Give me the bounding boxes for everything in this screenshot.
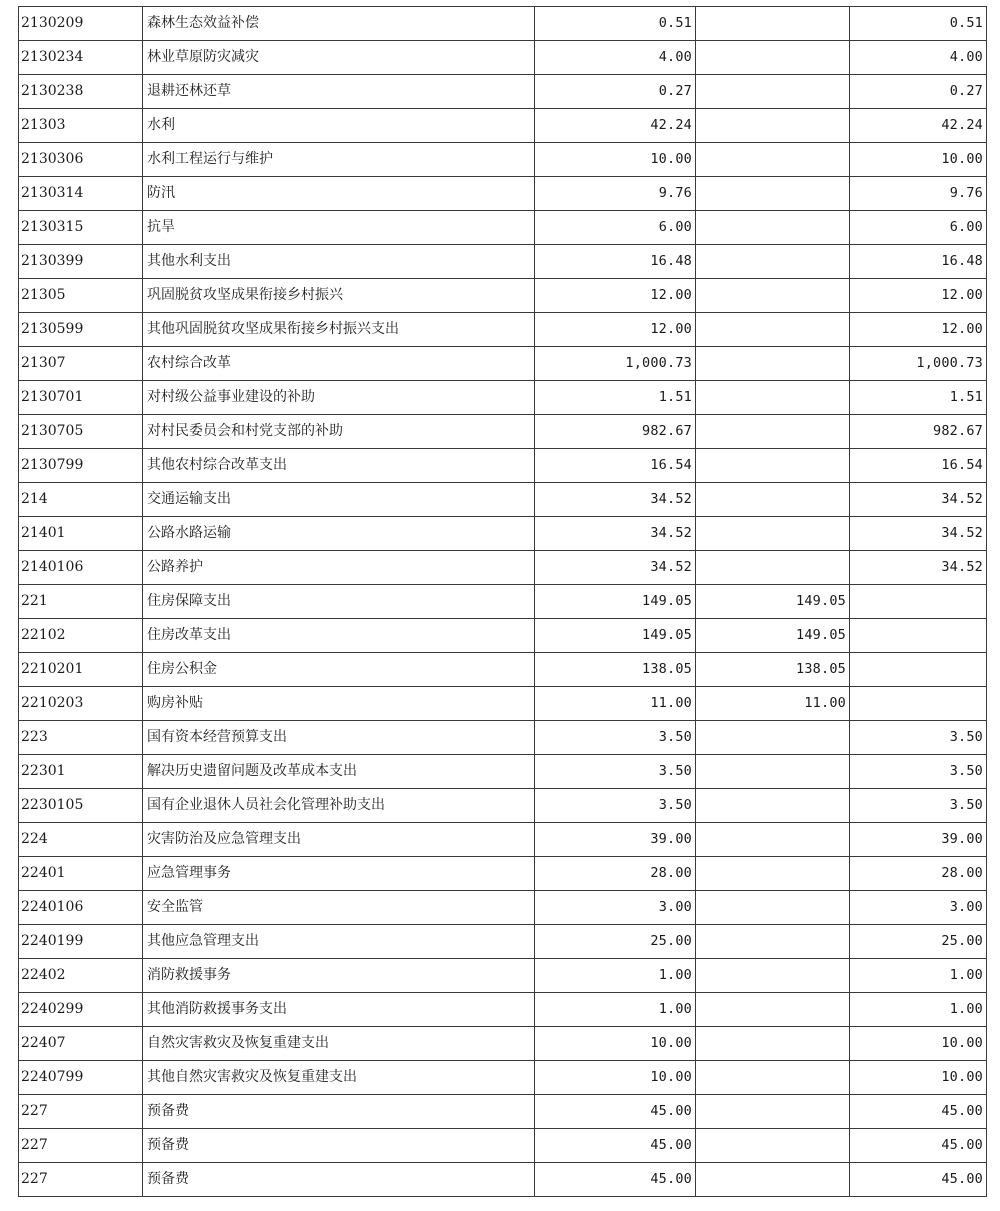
total-amount-cell: 45.00 (535, 1095, 696, 1129)
project-expenditure-cell: 6.00 (850, 211, 987, 245)
subject-name-cell: 安全监管 (143, 891, 535, 925)
table-row (19, 177, 987, 211)
table-row (19, 517, 987, 551)
subject-name-cell: 交通运输支出 (143, 483, 535, 517)
project-expenditure-cell: 3.50 (850, 721, 987, 755)
project-expenditure-cell: 1.51 (850, 381, 987, 415)
subject-code-cell: 21305 (19, 279, 143, 313)
basic-expenditure-cell: 11.00 (696, 687, 850, 721)
total-amount-cell: 16.54 (535, 449, 696, 483)
basic-expenditure-cell: 149.05 (696, 585, 850, 619)
project-expenditure-cell: 1.00 (850, 993, 987, 1027)
basic-expenditure-cell (696, 755, 850, 789)
project-expenditure-cell: 0.27 (850, 75, 987, 109)
project-expenditure-cell: 45.00 (850, 1095, 987, 1129)
subject-code-cell: 2130306 (19, 143, 143, 177)
project-expenditure-cell: 12.00 (850, 279, 987, 313)
basic-expenditure-cell (696, 381, 850, 415)
table-row (19, 687, 987, 721)
total-amount-cell: 34.52 (535, 551, 696, 585)
basic-expenditure-cell (696, 1061, 850, 1095)
project-expenditure-cell: 0.51 (850, 7, 987, 41)
table-row (19, 1163, 987, 1197)
subject-code-cell: 227 (19, 1163, 143, 1197)
table-row (19, 211, 987, 245)
project-expenditure-cell: 16.54 (850, 449, 987, 483)
subject-name-cell: 预备费 (143, 1163, 535, 1197)
subject-code-cell: 2240299 (19, 993, 143, 1027)
table-row (19, 1027, 987, 1061)
table-row (19, 347, 987, 381)
subject-code-cell: 223 (19, 721, 143, 755)
subject-code-cell: 2130701 (19, 381, 143, 415)
subject-name-cell: 对村级公益事业建设的补助 (143, 381, 535, 415)
basic-expenditure-cell (696, 41, 850, 75)
total-amount-cell: 1,000.73 (535, 347, 696, 381)
basic-expenditure-cell (696, 245, 850, 279)
table-row (19, 109, 987, 143)
subject-name-cell: 住房保障支出 (143, 585, 535, 619)
basic-expenditure-cell (696, 1095, 850, 1129)
subject-name-cell: 公路养护 (143, 551, 535, 585)
project-expenditure-cell (850, 585, 987, 619)
table-row (19, 789, 987, 823)
basic-expenditure-cell (696, 313, 850, 347)
total-amount-cell: 34.52 (535, 517, 696, 551)
total-amount-cell: 12.00 (535, 279, 696, 313)
basic-expenditure-cell (696, 1163, 850, 1197)
subject-code-cell: 2130234 (19, 41, 143, 75)
total-amount-cell: 28.00 (535, 857, 696, 891)
basic-expenditure-cell (696, 211, 850, 245)
subject-code-cell: 22401 (19, 857, 143, 891)
table-row (19, 619, 987, 653)
subject-code-cell: 22301 (19, 755, 143, 789)
total-amount-cell: 34.52 (535, 483, 696, 517)
basic-expenditure-cell (696, 1027, 850, 1061)
subject-name-cell: 其他应急管理支出 (143, 925, 535, 959)
table-row (19, 381, 987, 415)
subject-code-cell: 2130209 (19, 7, 143, 41)
subject-name-cell: 防汛 (143, 177, 535, 211)
budget-expenditure-table (18, 6, 987, 1197)
subject-code-cell: 227 (19, 1095, 143, 1129)
table-row (19, 925, 987, 959)
subject-code-cell: 2130399 (19, 245, 143, 279)
project-expenditure-cell: 45.00 (850, 1129, 987, 1163)
subject-code-cell: 227 (19, 1129, 143, 1163)
project-expenditure-cell: 1.00 (850, 959, 987, 993)
subject-code-cell: 2240106 (19, 891, 143, 925)
subject-code-cell: 2240799 (19, 1061, 143, 1095)
table-row (19, 721, 987, 755)
project-expenditure-cell: 34.52 (850, 551, 987, 585)
total-amount-cell: 0.51 (535, 7, 696, 41)
project-expenditure-cell: 28.00 (850, 857, 987, 891)
subject-code-cell: 2130314 (19, 177, 143, 211)
basic-expenditure-cell (696, 993, 850, 1027)
total-amount-cell: 149.05 (535, 619, 696, 653)
subject-code-cell: 2130799 (19, 449, 143, 483)
project-expenditure-cell: 39.00 (850, 823, 987, 857)
total-amount-cell: 1.51 (535, 381, 696, 415)
project-expenditure-cell: 3.00 (850, 891, 987, 925)
total-amount-cell: 1.00 (535, 959, 696, 993)
subject-name-cell: 其他巩固脱贫攻坚成果衔接乡村振兴支出 (143, 313, 535, 347)
basic-expenditure-cell (696, 857, 850, 891)
table-row (19, 891, 987, 925)
subject-name-cell: 灾害防治及应急管理支出 (143, 823, 535, 857)
basic-expenditure-cell (696, 823, 850, 857)
total-amount-cell: 12.00 (535, 313, 696, 347)
subject-name-cell: 抗旱 (143, 211, 535, 245)
project-expenditure-cell: 3.50 (850, 755, 987, 789)
subject-name-cell: 巩固脱贫攻坚成果衔接乡村振兴 (143, 279, 535, 313)
basic-expenditure-cell (696, 551, 850, 585)
total-amount-cell: 3.00 (535, 891, 696, 925)
basic-expenditure-cell (696, 347, 850, 381)
basic-expenditure-cell (696, 143, 850, 177)
subject-name-cell: 预备费 (143, 1095, 535, 1129)
subject-code-cell: 2130238 (19, 75, 143, 109)
basic-expenditure-cell (696, 483, 850, 517)
project-expenditure-cell: 34.52 (850, 517, 987, 551)
subject-code-cell: 2130315 (19, 211, 143, 245)
subject-name-cell: 购房补贴 (143, 687, 535, 721)
subject-code-cell: 2130599 (19, 313, 143, 347)
project-expenditure-cell: 34.52 (850, 483, 987, 517)
subject-name-cell: 森林生态效益补偿 (143, 7, 535, 41)
subject-name-cell: 住房公积金 (143, 653, 535, 687)
total-amount-cell: 45.00 (535, 1163, 696, 1197)
basic-expenditure-cell (696, 75, 850, 109)
total-amount-cell: 10.00 (535, 1061, 696, 1095)
project-expenditure-cell (850, 619, 987, 653)
basic-expenditure-cell (696, 1129, 850, 1163)
total-amount-cell: 39.00 (535, 823, 696, 857)
table-row (19, 551, 987, 585)
table-row (19, 245, 987, 279)
table-row (19, 1129, 987, 1163)
subject-name-cell: 消防救援事务 (143, 959, 535, 993)
subject-name-cell: 国有资本经营预算支出 (143, 721, 535, 755)
project-expenditure-cell: 10.00 (850, 1061, 987, 1095)
subject-code-cell: 21307 (19, 347, 143, 381)
subject-name-cell: 退耕还林还草 (143, 75, 535, 109)
table-row (19, 75, 987, 109)
subject-name-cell: 农村综合改革 (143, 347, 535, 381)
basic-expenditure-cell (696, 177, 850, 211)
project-expenditure-cell: 1,000.73 (850, 347, 987, 381)
project-expenditure-cell (850, 653, 987, 687)
subject-name-cell: 自然灾害救灾及恢复重建支出 (143, 1027, 535, 1061)
subject-code-cell: 2130705 (19, 415, 143, 449)
basic-expenditure-cell (696, 109, 850, 143)
subject-code-cell: 22102 (19, 619, 143, 653)
table-row (19, 959, 987, 993)
subject-code-cell: 214 (19, 483, 143, 517)
subject-code-cell: 22407 (19, 1027, 143, 1061)
subject-code-cell: 224 (19, 823, 143, 857)
basic-expenditure-cell (696, 517, 850, 551)
basic-expenditure-cell (696, 279, 850, 313)
table-row (19, 993, 987, 1027)
subject-code-cell: 221 (19, 585, 143, 619)
subject-name-cell: 解决历史遗留问题及改革成本支出 (143, 755, 535, 789)
project-expenditure-cell: 10.00 (850, 1027, 987, 1061)
table-row (19, 483, 987, 517)
project-expenditure-cell: 45.00 (850, 1163, 987, 1197)
table-row (19, 857, 987, 891)
basic-expenditure-cell (696, 7, 850, 41)
subject-name-cell: 其他农村综合改革支出 (143, 449, 535, 483)
basic-expenditure-cell (696, 959, 850, 993)
total-amount-cell: 11.00 (535, 687, 696, 721)
project-expenditure-cell (850, 687, 987, 721)
subject-name-cell: 其他消防救援事务支出 (143, 993, 535, 1027)
basic-expenditure-cell (696, 789, 850, 823)
table-row (19, 755, 987, 789)
basic-expenditure-cell: 138.05 (696, 653, 850, 687)
table-row (19, 279, 987, 313)
table-row (19, 585, 987, 619)
subject-name-cell: 住房改革支出 (143, 619, 535, 653)
subject-name-cell: 林业草原防灾减灾 (143, 41, 535, 75)
table-row (19, 1061, 987, 1095)
total-amount-cell: 45.00 (535, 1129, 696, 1163)
subject-code-cell: 22402 (19, 959, 143, 993)
table-row (19, 41, 987, 75)
subject-code-cell: 21401 (19, 517, 143, 551)
project-expenditure-cell: 12.00 (850, 313, 987, 347)
subject-code-cell: 2210201 (19, 653, 143, 687)
project-expenditure-cell: 16.48 (850, 245, 987, 279)
subject-name-cell: 公路水路运输 (143, 517, 535, 551)
project-expenditure-cell: 4.00 (850, 41, 987, 75)
table-row (19, 143, 987, 177)
subject-name-cell: 水利工程运行与维护 (143, 143, 535, 177)
total-amount-cell: 982.67 (535, 415, 696, 449)
table-body (19, 7, 987, 1197)
total-amount-cell: 6.00 (535, 211, 696, 245)
project-expenditure-cell: 3.50 (850, 789, 987, 823)
total-amount-cell: 4.00 (535, 41, 696, 75)
project-expenditure-cell: 10.00 (850, 143, 987, 177)
total-amount-cell: 3.50 (535, 789, 696, 823)
total-amount-cell: 25.00 (535, 925, 696, 959)
subject-code-cell: 2230105 (19, 789, 143, 823)
subject-code-cell: 2140106 (19, 551, 143, 585)
total-amount-cell: 3.50 (535, 721, 696, 755)
basic-expenditure-cell (696, 721, 850, 755)
subject-name-cell: 其他水利支出 (143, 245, 535, 279)
subject-name-cell: 水利 (143, 109, 535, 143)
total-amount-cell: 149.05 (535, 585, 696, 619)
table-row (19, 653, 987, 687)
project-expenditure-cell: 42.24 (850, 109, 987, 143)
table-row (19, 823, 987, 857)
total-amount-cell: 10.00 (535, 1027, 696, 1061)
subject-name-cell: 预备费 (143, 1129, 535, 1163)
subject-name-cell: 国有企业退休人员社会化管理补助支出 (143, 789, 535, 823)
total-amount-cell: 42.24 (535, 109, 696, 143)
total-amount-cell: 10.00 (535, 143, 696, 177)
total-amount-cell: 3.50 (535, 755, 696, 789)
basic-expenditure-cell (696, 449, 850, 483)
total-amount-cell: 9.76 (535, 177, 696, 211)
table-row (19, 7, 987, 41)
table-row (19, 313, 987, 347)
subject-code-cell: 2210203 (19, 687, 143, 721)
project-expenditure-cell: 982.67 (850, 415, 987, 449)
basic-expenditure-cell: 149.05 (696, 619, 850, 653)
subject-name-cell: 其他自然灾害救灾及恢复重建支出 (143, 1061, 535, 1095)
total-amount-cell: 138.05 (535, 653, 696, 687)
table-row (19, 1095, 987, 1129)
total-amount-cell: 0.27 (535, 75, 696, 109)
subject-code-cell: 21303 (19, 109, 143, 143)
subject-name-cell: 对村民委员会和村党支部的补助 (143, 415, 535, 449)
basic-expenditure-cell (696, 891, 850, 925)
subject-name-cell: 应急管理事务 (143, 857, 535, 891)
project-expenditure-cell: 9.76 (850, 177, 987, 211)
subject-code-cell: 2240199 (19, 925, 143, 959)
total-amount-cell: 1.00 (535, 993, 696, 1027)
basic-expenditure-cell (696, 415, 850, 449)
project-expenditure-cell: 25.00 (850, 925, 987, 959)
basic-expenditure-cell (696, 925, 850, 959)
table-row (19, 415, 987, 449)
table-row (19, 449, 987, 483)
total-amount-cell: 16.48 (535, 245, 696, 279)
